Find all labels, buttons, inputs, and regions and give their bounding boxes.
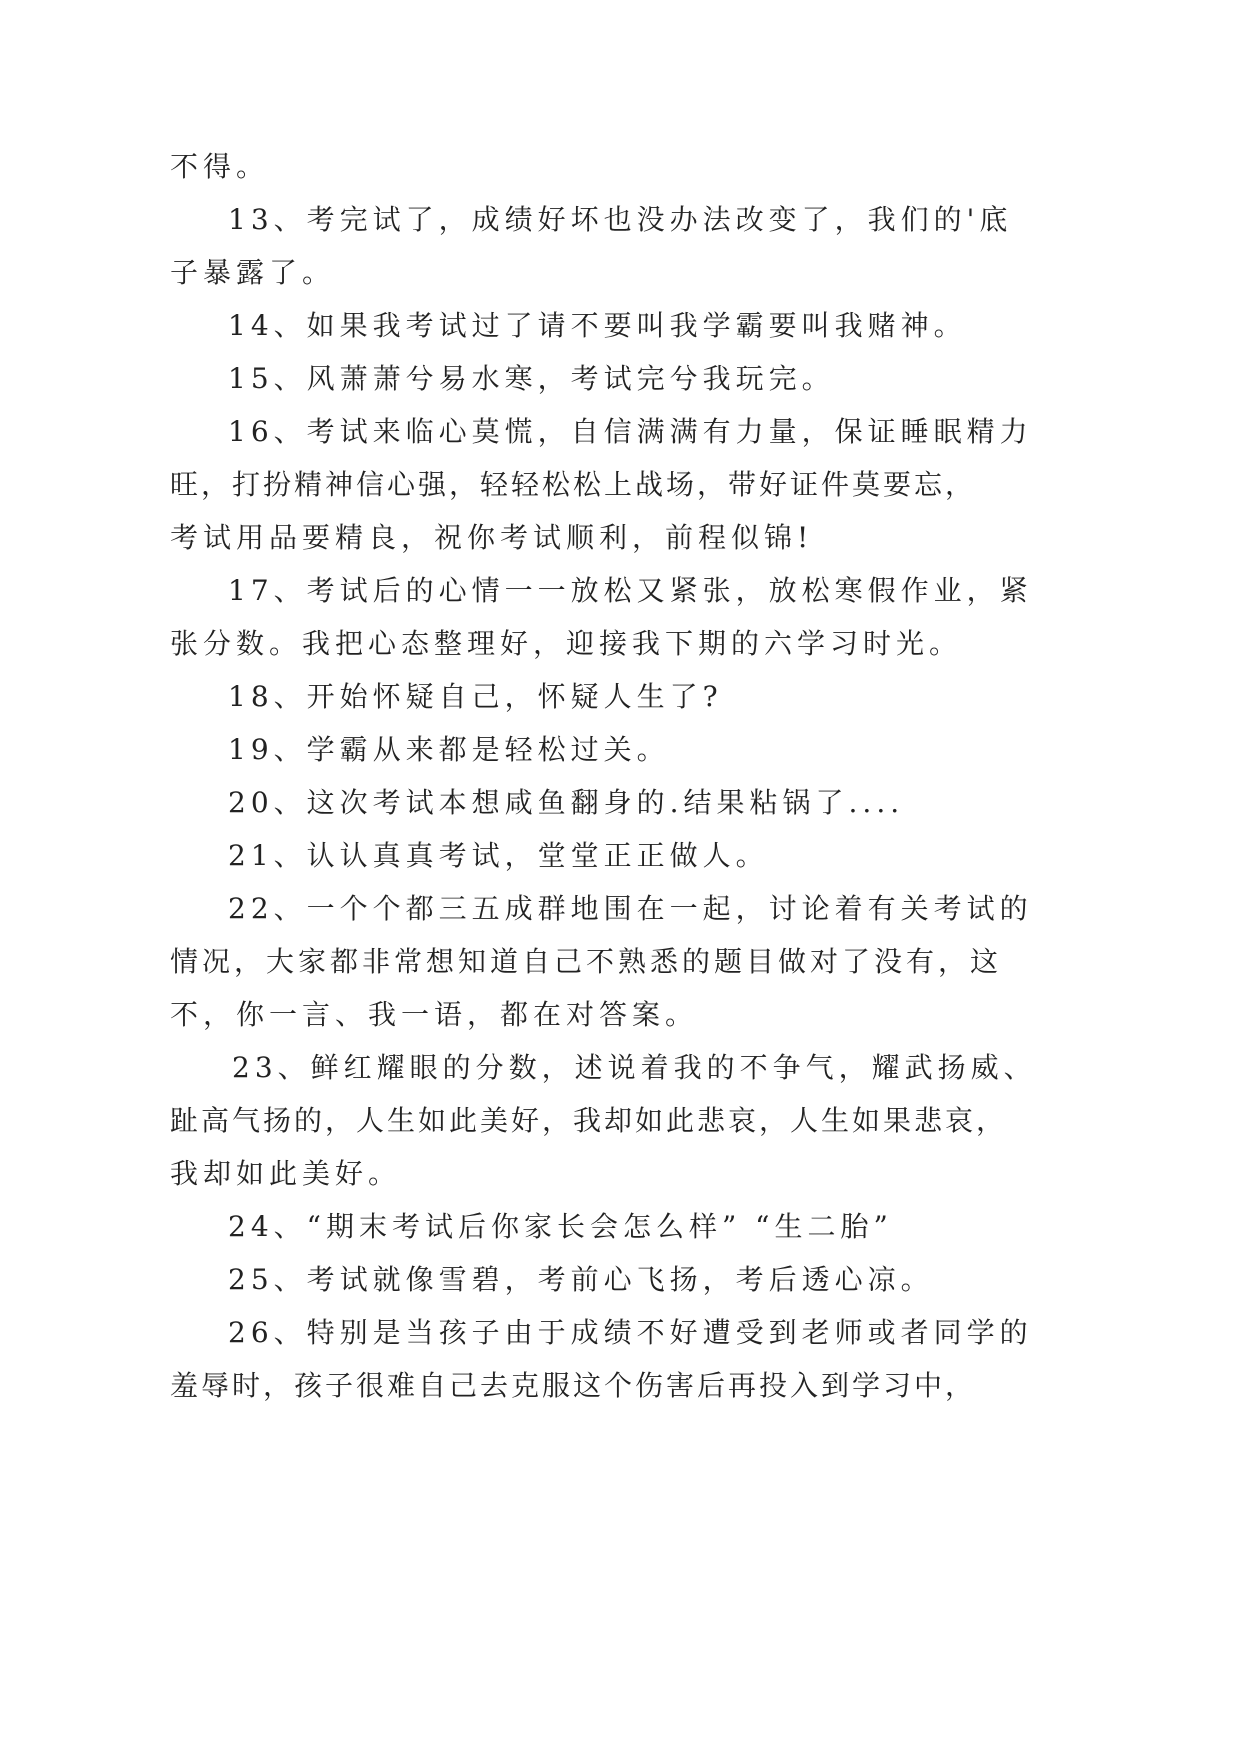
text-line: 22、一个个都三五成群地围在一起，讨论着有关考试的 <box>228 892 1033 925</box>
text-line: 不得。 <box>170 150 270 183</box>
text-line: 16、考试来临心莫慌，自信满满有力量，保证睡眠精力 <box>228 415 1033 448</box>
text-line: 26、特别是当孩子由于成绩不好遭受到老师或者同学的 <box>228 1316 1033 1349</box>
text-line: 旺，打扮精神信心强，轻轻松松上战场，带好证件莫要忘， <box>170 468 977 501</box>
text-line: 情况，大家都非常想知道自己不熟悉的题目做对了没有，这 <box>170 945 1003 978</box>
text-line: 14、如果我考试过了请不要叫我学霸要叫我赌神。 <box>228 309 967 342</box>
text-line: 25、考试就像雪碧，考前心飞扬，考后透心凉。 <box>228 1263 934 1296</box>
text-line: 我却如此美好。 <box>170 1157 402 1190</box>
text-line: 考试用品要精良，祝你考试顺利，前程似锦! <box>170 521 814 554</box>
text-line: 21、认认真真考试，堂堂正正做人。 <box>228 839 769 872</box>
text-line: 20、这次考试本想咸鱼翻身的.结果粘锅了.... <box>228 786 905 819</box>
text-line: 子暴露了。 <box>170 256 336 289</box>
text-line: 不，你一言、我一语，都在对答案。 <box>170 998 699 1031</box>
text-line: 19、学霸从来都是轻松过关。 <box>228 733 670 766</box>
text-line: 23、鲜红耀眼的分数，述说着我的不争气，耀武扬威、 <box>232 1051 1037 1084</box>
text-line: 24、“期末考试后你家长会怎么样” “生二胎” <box>228 1210 893 1243</box>
text-line: 18、开始怀疑自己，怀疑人生了? <box>228 680 723 713</box>
text-line: 羞辱时，孩子很难自己去克服这个伤害后再投入到学习中， <box>170 1369 977 1402</box>
text-line: 趾高气扬的，人生如此美好，我却如此悲哀，人生如果悲哀， <box>170 1104 1008 1137</box>
text-line: 17、考试后的心情一一放松又紧张，放松寒假作业，紧 <box>228 574 1033 607</box>
text-line: 13、考完试了，成绩好坏也没办法改变了，我们的'底 <box>228 203 1013 236</box>
text-line: 张分数。我把心态整理好，迎接我下期的六学习时光。 <box>170 627 963 660</box>
text-line: 15、风萧萧兮易水寒，考试完兮我玩完。 <box>228 362 835 395</box>
